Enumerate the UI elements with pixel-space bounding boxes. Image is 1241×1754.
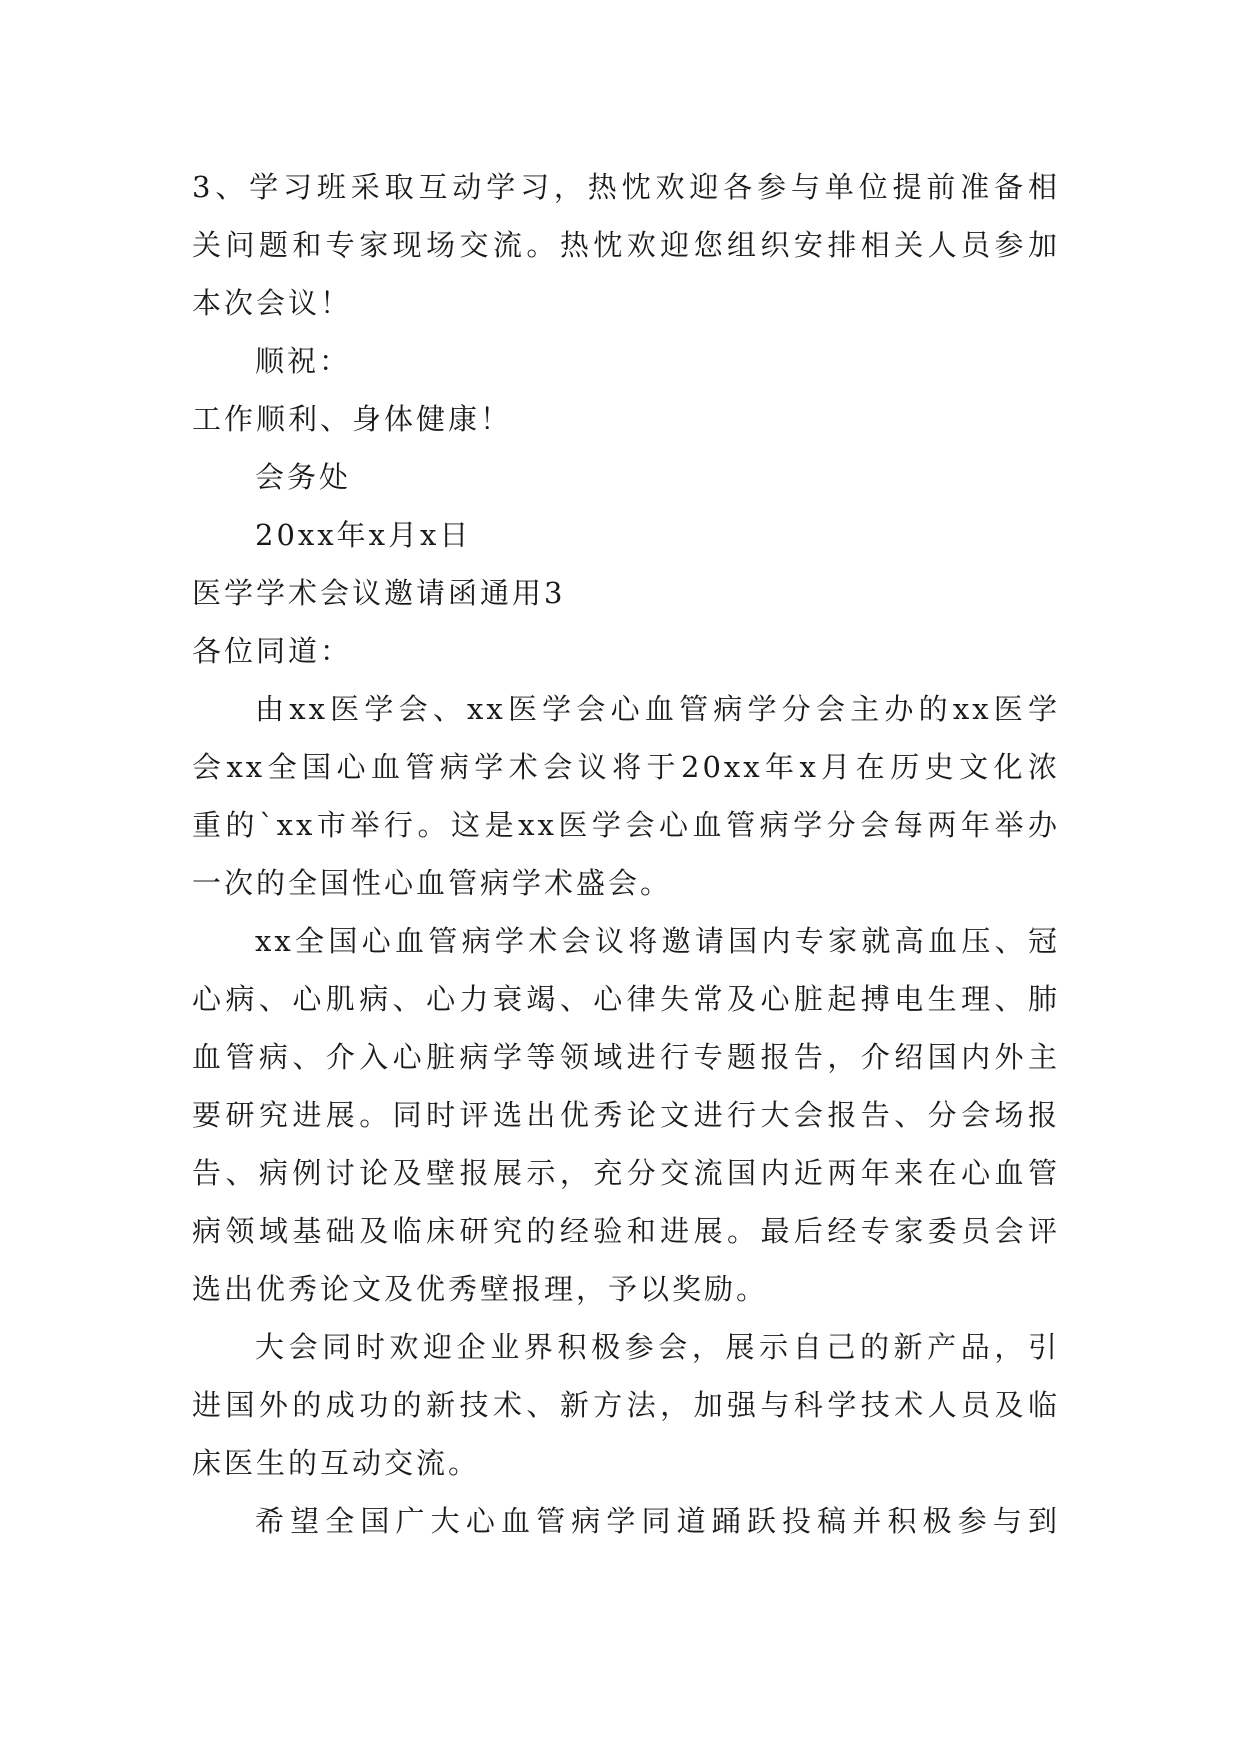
text-line: 选出优秀论文及优秀壁报理，予以奖励。 — [192, 1272, 769, 1306]
text-line: 一次的全国性心血管病学术盛会。 — [192, 866, 673, 900]
text-line: 本次会议！ — [192, 286, 353, 320]
text-line: 血管病、介入心脏病学等领域进行专题报告，介绍国内外主 — [192, 1040, 1060, 1074]
closing-greeting: 顺祝： — [255, 344, 352, 378]
text-line: 告、病例讨论及壁报展示，充分交流国内近两年来在心血管 — [192, 1156, 1060, 1190]
text-line: 希望全国广大心血管病学同道踊跃投稿并积极参与到 — [255, 1504, 1060, 1538]
closing-wish: 工作顺利、身体健康！ — [192, 402, 513, 436]
text-line: 大会同时欢迎企业界积极参会，展示自己的新产品，引 — [255, 1330, 1060, 1364]
text-line: xx全国心血管病学术会议将邀请国内专家就高血压、冠 — [255, 924, 1060, 958]
section-title: 医学学术会议邀请函通用3 — [192, 576, 566, 610]
text-line: 由xx医学会、xx医学会心血管病学分会主办的xx医学 — [255, 692, 1060, 726]
signature-office: 会务处 — [255, 460, 352, 494]
text-line: 病领域基础及临床研究的经验和进展。最后经专家委员会评 — [192, 1214, 1060, 1248]
text-line: 重的`xx市举行。这是xx医学会心血管病学分会每两年举办 — [192, 808, 1060, 842]
signature-date: 20xx年x月x日 — [255, 518, 472, 552]
text-line: 关问题和专家现场交流。热忱欢迎您组织安排相关人员参加 — [192, 228, 1060, 262]
text-line: 进国外的成功的新技术、新方法，加强与科学技术人员及临 — [192, 1388, 1060, 1422]
text-line: 床医生的互动交流。 — [192, 1446, 481, 1480]
text-line: 会xx全国心血管病学术会议将于20xx年x月在历史文化浓 — [192, 750, 1060, 784]
text-line: 心病、心肌病、心力衰竭、心律失常及心脏起搏电生理、肺 — [192, 982, 1060, 1016]
salutation: 各位同道： — [192, 634, 353, 668]
text-line: 要研究进展。同时评选出优秀论文进行大会报告、分会场报 — [192, 1098, 1060, 1132]
document-body — [192, 158, 1060, 1550]
text-line: 3、学习班采取互动学习，热忱欢迎各参与单位提前准备相 — [192, 170, 1060, 204]
